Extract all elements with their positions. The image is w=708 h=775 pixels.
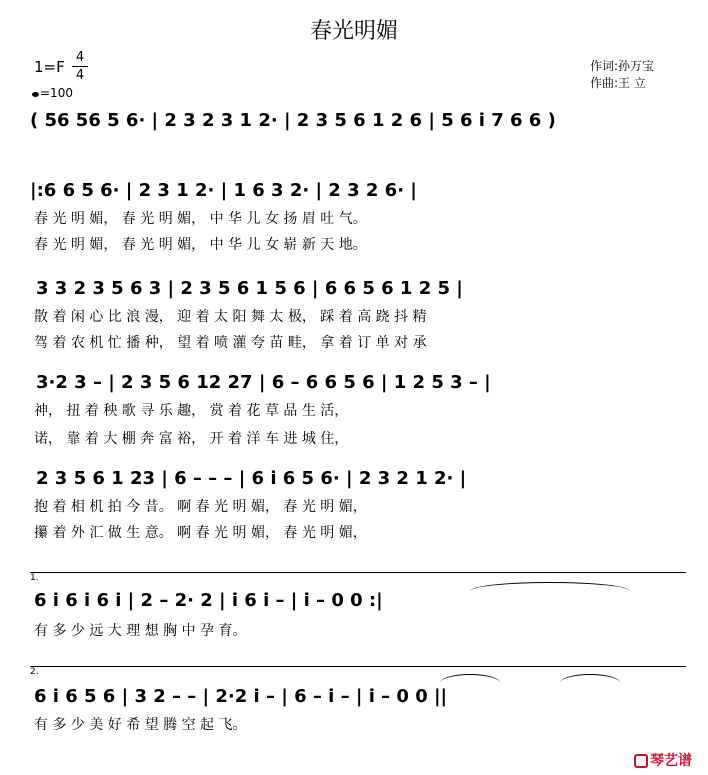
system-3-notes: 3·2 3 – | 2 3 5 6 12 27 | 6 – 6 6 5 6 | 1 2 5 3 – | — [36, 372, 491, 393]
quarter-note-icon — [32, 92, 39, 97]
tie-slur — [470, 582, 630, 591]
system-5-notes: 6 i 6 i 6 i | 2 – 2· 2 | i 6 i – | i – 0 0 :| — [34, 590, 383, 611]
system-4-notes: 2 3 5 6 1 23 | 6 – – – | 6 i 6 5 6· | 2 3 2 1 2· | — [36, 468, 467, 489]
key-signature: 1=F — [34, 58, 65, 76]
song-title: 春光明媚 — [309, 19, 398, 44]
system-1-notes: |:6 6 5 6· | 2 3 1 2· | 1 6 3 2· | 2 3 2 6· | — [30, 180, 417, 201]
volta-2-bracket — [30, 666, 686, 667]
system-5-lyrics: 有 多 少 远 大 理 想 胸 中 孕 育。 — [34, 623, 247, 639]
system-2-lyrics-1: 散 着 闲 心 比 浪 漫， 迎 着 太 阳 舞 太 极， 踩 着 高 跷 抖 精 — [34, 309, 427, 325]
tempo-marking — [32, 86, 73, 100]
volta-1-label: 1. — [30, 573, 39, 583]
time-sig-bottom: 4 — [75, 68, 85, 83]
system-4-lyrics-1: 抱 着 相 机 拍 今 昔。 啊 春 光 明 媚， 春 光 明 媚， — [34, 499, 367, 515]
system-2-lyrics-2: 驾 着 农 机 忙 播 种， 望 着 喷 灌 夸 苗 畦， 拿 着 订 单 对 承 — [34, 335, 427, 351]
system-4-lyrics-2: 攥 着 外 汇 做 生 意。 啊 春 光 明 媚， 春 光 明 媚， — [34, 525, 367, 541]
system-6-notes: 6 i 6 5 6 | 3 2 – – | 2·2 i – | 6 – i – | i – 0 0 || — [34, 686, 448, 707]
tempo-value: =100 — [40, 86, 73, 100]
composer: 作曲:王 立 — [590, 76, 646, 90]
credits — [590, 58, 654, 92]
logo-icon — [634, 754, 648, 768]
volta-2-label: 2. — [30, 667, 39, 677]
tie-slur — [440, 674, 500, 683]
time-sig-divider — [72, 66, 88, 67]
system-6-lyrics: 有 多 少 美 好 希 望 腾 空 起 飞。 — [34, 717, 247, 733]
system-0-notes: ( 56 56 5 6· | 2 3 2 3 1 2· | 2 3 5 6 1 2 6 | 5 6 i 7 6 6 ) — [30, 110, 556, 131]
system-3-lyrics-1: 神， 扭 着 秧 歌 寻 乐 趣， 赏 着 花 草 品 生 活， — [34, 403, 349, 419]
system-3-lyrics-2: 诺， 靠 着 大 棚 奔 富 裕， 开 着 洋 车 进 城 住， — [34, 431, 349, 447]
system-2-notes: 3 3 2 3 5 6 3 | 2 3 5 6 1 5 6 | 6 6 5 6 1 2 5 | — [36, 278, 463, 299]
volta-1-bracket — [30, 572, 686, 573]
system-1-lyrics-2: 春 光 明 媚， 春 光 明 媚， 中 华 儿 女 崭 新 天 地。 — [34, 237, 367, 253]
system-1-lyrics-1: 春 光 明 媚， 春 光 明 媚， 中 华 儿 女 扬 眉 吐 气。 — [34, 211, 367, 227]
tie-slur — [560, 674, 620, 683]
watermark-logo — [634, 750, 692, 770]
logo-text: 琴艺谱 — [650, 753, 692, 769]
time-sig-top: 4 — [75, 50, 85, 65]
time-signature — [72, 50, 88, 83]
lyricist: 作词:孙万宝 — [590, 59, 655, 73]
